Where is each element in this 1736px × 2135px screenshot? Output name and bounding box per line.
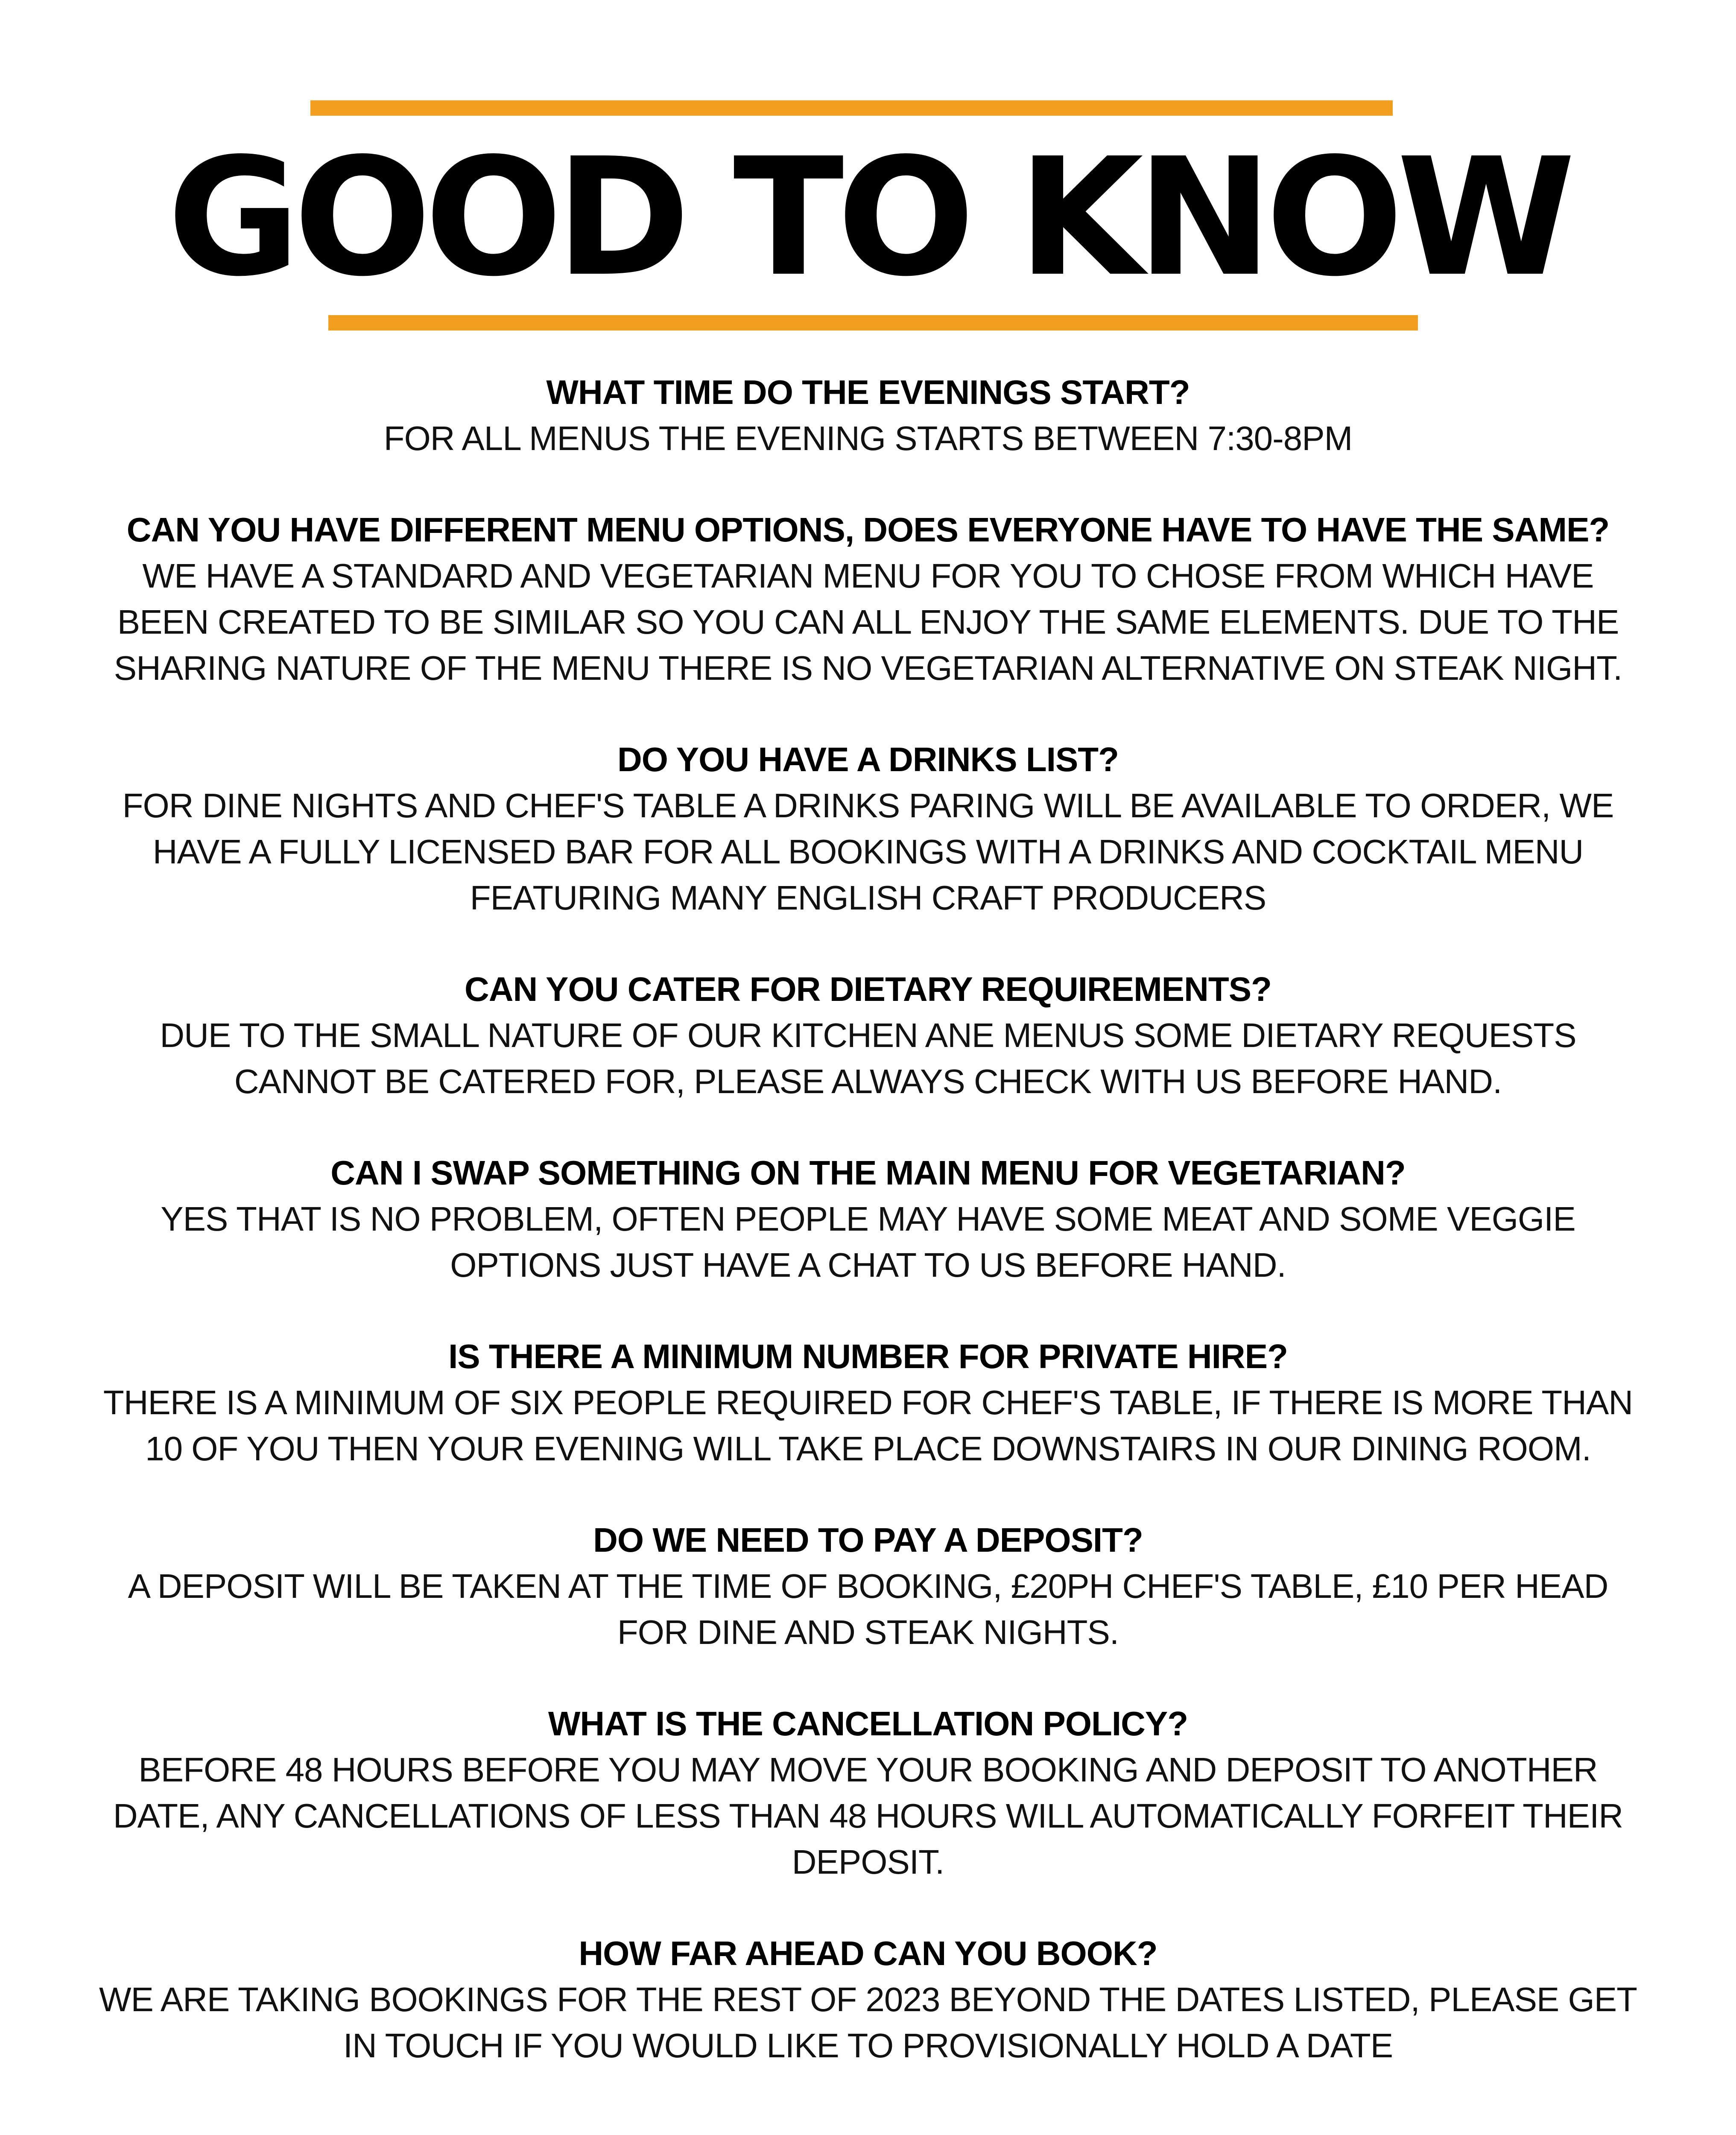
faq-item-vegetarian-swap [98,1150,1638,1288]
faq-question: DO WE NEED TO PAY A DEPOSIT? [593,1521,1143,1559]
faq-answer: WE HAVE A STANDARD AND VEGETARIAN MENU FOR YOU TO CHOSE FROM WHICH HAVE BEEN CREATED TO BE SIMILAR SO YOU CAN ALL ENJOY THE SAME ELEMENTS. DUE TO THE SHARING NATURE OF THE MENU THERE IS NO VEGETARIAN ALTERNATIVE ON STEAK NIGHT. [114,557,1622,687]
faq-answer: FOR DINE NIGHTS AND CHEF'S TABLE A DRINKS PARING WILL BE AVAILABLE TO ORDER, WE HAVE A FULLY LICENSED BAR FOR ALL BOOKINGS WITH A DRINKS AND COCKTAIL MENU FEATURING MANY ENGLISH CRAFT PRODUCERS [122,787,1614,917]
top-accent-rule [310,100,1393,116]
page-title: GOOD TO KNOW [167,123,1569,312]
faq-question: CAN YOU HAVE DIFFERENT MENU OPTIONS, DOES EVERYONE HAVE TO HAVE THE SAME? [126,511,1610,549]
faq-answer: FOR ALL MENUS THE EVENING STARTS BETWEEN 7:30-8PM [383,419,1353,457]
faq-list [98,369,1638,2114]
faq-answer: WE ARE TAKING BOOKINGS FOR THE REST OF 2023 BEYOND THE DATES LISTED, PLEASE GET IN TOUCH IF YOU WOULD LIKE TO PROVISIONALLY HOLD A DATE [99,1980,1637,2065]
faq-answer: DUE TO THE SMALL NATURE OF OUR KITCHEN ANE MENUS SOME DIETARY REQUESTS CANNOT BE CATERED FOR, PLEASE ALWAYS CHECK WITH US BEFORE HAND. [160,1016,1576,1100]
faq-answer: BEFORE 48 HOURS BEFORE YOU MAY MOVE YOUR BOOKING AND DEPOSIT TO ANOTHER DATE, ANY CANCELLATIONS OF LESS THAN 48 HOURS WILL AUTOMATICALLY FORFEIT THEIR DEPOSIT. [113,1751,1623,1881]
faq-question: WHAT TIME DO THE EVENINGS START? [546,373,1190,411]
faq-item-drinks-list [98,737,1638,921]
bottom-accent-rule [328,315,1418,330]
faq-item-evening-start [98,369,1638,462]
faq-item-deposit [98,1517,1638,1655]
faq-answer: YES THAT IS NO PROBLEM, OFTEN PEOPLE MAY HAVE SOME MEAT AND SOME VEGGIE OPTIONS JUST HAVE A CHAT TO US BEFORE HAND. [161,1200,1575,1284]
faq-answer: THERE IS A MINIMUM OF SIX PEOPLE REQUIRED FOR CHEF'S TABLE, IF THERE IS MORE THAN 10 OF YOU THEN YOUR EVENING WILL TAKE PLACE DOWNSTAIRS IN OUR DINING ROOM. [103,1383,1633,1468]
faq-question: CAN I SWAP SOMETHING ON THE MAIN MENU FOR VEGETARIAN? [330,1154,1406,1192]
faq-item-menu-options [98,507,1638,691]
faq-question: HOW FAR AHEAD CAN YOU BOOK? [579,1934,1157,1972]
faq-question: CAN YOU CATER FOR DIETARY REQUIREMENTS? [465,970,1271,1008]
faq-question: DO YOU HAVE A DRINKS LIST? [617,740,1119,778]
faq-item-booking-ahead [98,1930,1638,2069]
faq-item-minimum-number [98,1334,1638,1472]
faq-question: IS THERE A MINIMUM NUMBER FOR PRIVATE HIRE? [448,1337,1288,1375]
faq-item-cancellation [98,1701,1638,1885]
faq-question: WHAT IS THE CANCELLATION POLICY? [548,1705,1188,1743]
faq-answer: A DEPOSIT WILL BE TAKEN AT THE TIME OF BOOKING, £20PH CHEF'S TABLE, £10 PER HEAD FOR DINE AND STEAK NIGHTS. [128,1567,1608,1651]
faq-item-dietary [98,966,1638,1105]
